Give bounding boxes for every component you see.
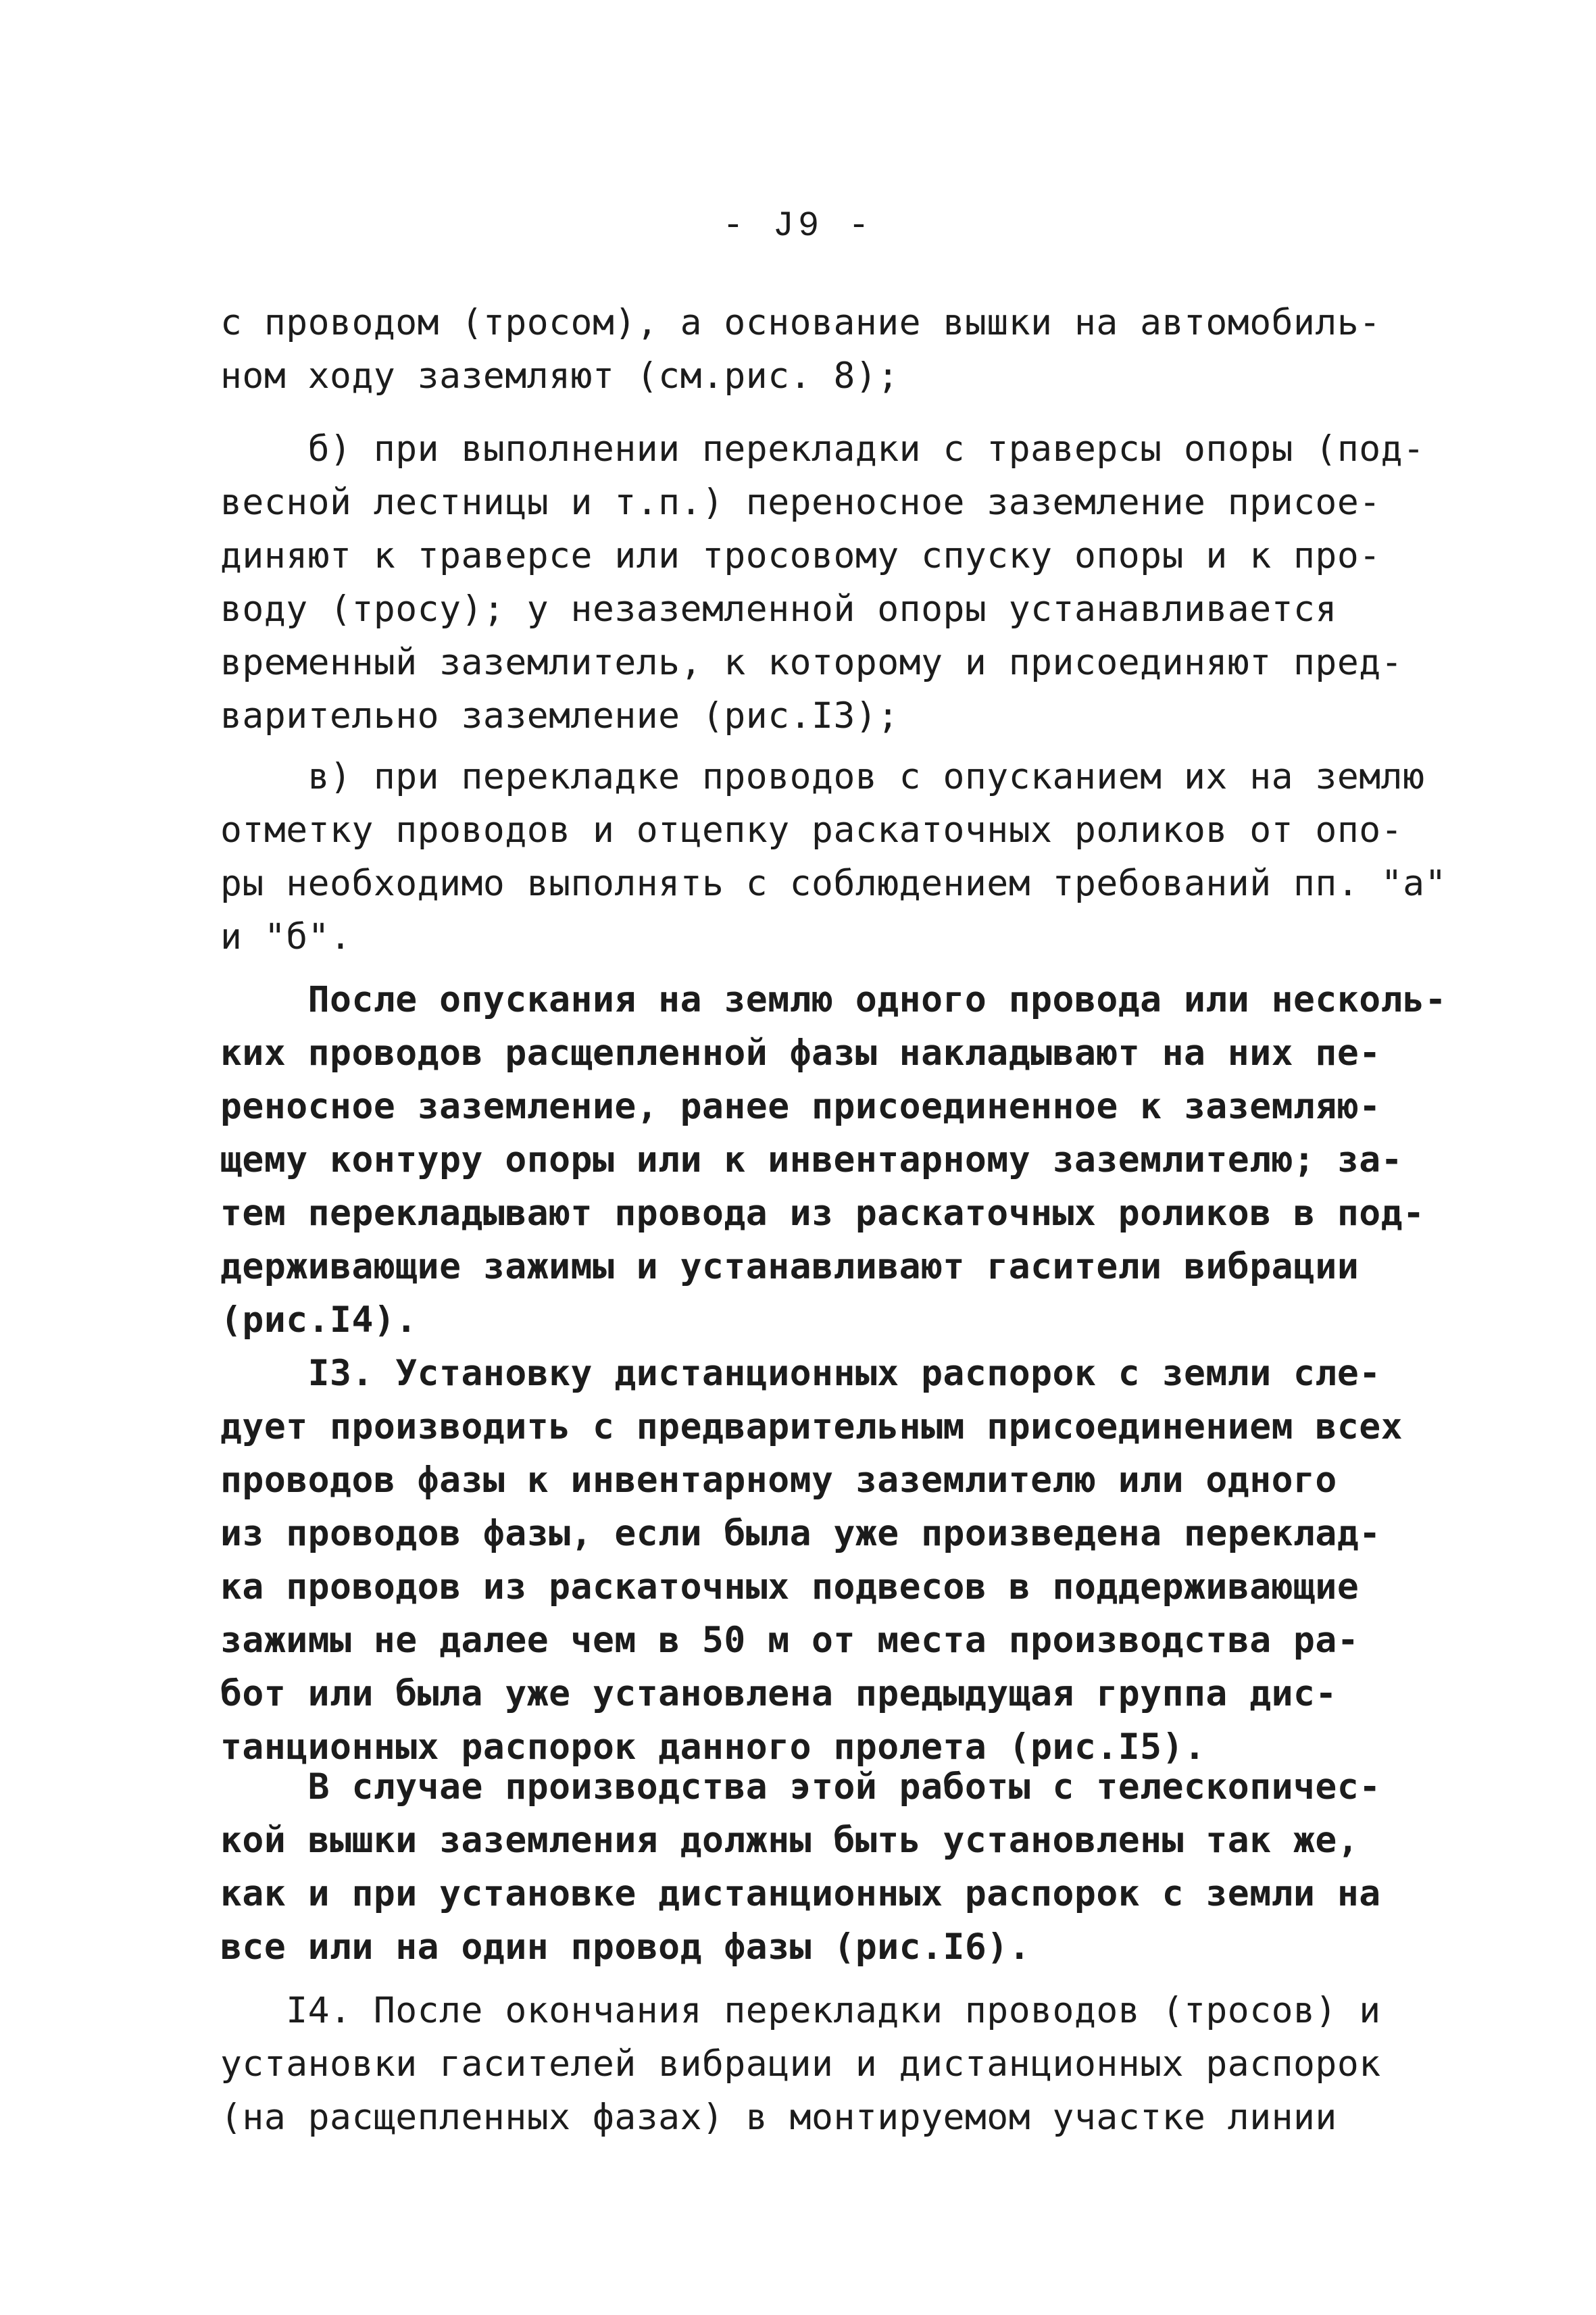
text-line: с проводом (тросом), а основание вышки на автомобиль- [220, 302, 1381, 343]
text-line: (рис.I4). [220, 1299, 418, 1341]
text-line: держивающие зажимы и устанавливают гасители вибрации [220, 1246, 1360, 1287]
text-line: проводов фазы к инвентарному заземлителю или одного [220, 1460, 1337, 1501]
text-line: б) при выполнении перекладки с траверсы опоры (под- [220, 428, 1425, 470]
text-line: ном ходу заземляют (см.рис. 8); [220, 355, 899, 397]
paragraph-grounding-procedure [220, 973, 1447, 1774]
text-line: в) при перекладке проводов с опусканием их на землю [220, 756, 1425, 797]
text-line: I3. Установку дистанционных распорок с земли сле- [220, 1353, 1381, 1394]
text-line: зажимы не далее чем в 50 м от места производства ра- [220, 1620, 1360, 1661]
text-line: диняют к траверсе или тросовому спуску опоры и к про- [220, 535, 1381, 576]
text-line: реносное заземление, ранее присоединенное к заземляю- [220, 1086, 1381, 1127]
text-line: I4. После окончания перекладки проводов (тросов) и [220, 1990, 1381, 2031]
paragraph-item-v [220, 750, 1447, 964]
text-line: (на расщепленных фазах) в монтируемом участке линии [220, 2097, 1337, 2138]
text-line: и "б". [220, 916, 352, 957]
text-line: все или на один провод фазы (рис.I6). [220, 1926, 1031, 1968]
text-line: весной лестницы и т.п.) переносное заземление присое- [220, 482, 1381, 523]
text-line: ры необходимо выполнять с соблюдением требований пп. "а" [220, 863, 1447, 904]
text-line: После опускания на землю одного провода или несколь- [220, 979, 1447, 1020]
text-line: установки гасителей вибрации и дистанционных распорок [220, 2043, 1381, 2085]
text-line: ка проводов из раскаточных подвесов в поддерживающие [220, 1566, 1360, 1608]
text-line: тем перекладывают провода из раскаточных роликов в под- [220, 1193, 1425, 1234]
text-line: варительно заземление (рис.I3); [220, 695, 899, 737]
paragraph-item-b [220, 422, 1425, 743]
paragraph-telescopic-tower [220, 1760, 1382, 1974]
text-line: кой вышки заземления должны быть установлены так же, [220, 1820, 1360, 1861]
text-line: отметку проводов и отцепку раскаточных роликов от опо- [220, 810, 1403, 851]
text-line: ких проводов расщепленной фазы накладывают на них пе- [220, 1032, 1381, 1074]
text-line: танционных распорок данного пролета (рис.I5). [220, 1726, 1206, 1768]
text-line: дует производить с предварительным присоединением всех [220, 1406, 1403, 1447]
text-line: бот или была уже установлена предыдущая группа дис- [220, 1673, 1337, 1714]
paragraph-continuation [220, 296, 1382, 403]
text-line: как и при установке дистанционных распорок с земли на [220, 1873, 1381, 1914]
text-line: В случае производства этой работы с телескопичес- [220, 1766, 1381, 1808]
text-line: из проводов фазы, если была уже произведена переклад- [220, 1513, 1381, 1554]
text-line: щему контуру опоры или к инвентарному заземлителю; за- [220, 1139, 1403, 1180]
text-line: временный заземлитель, к которому и присоединяют пред- [220, 642, 1403, 683]
text-line: воду (тросу); у незаземленной опоры устанавливается [220, 589, 1337, 630]
paragraph-item-14 [220, 1984, 1382, 2144]
page-number: - J9 - [722, 206, 874, 246]
